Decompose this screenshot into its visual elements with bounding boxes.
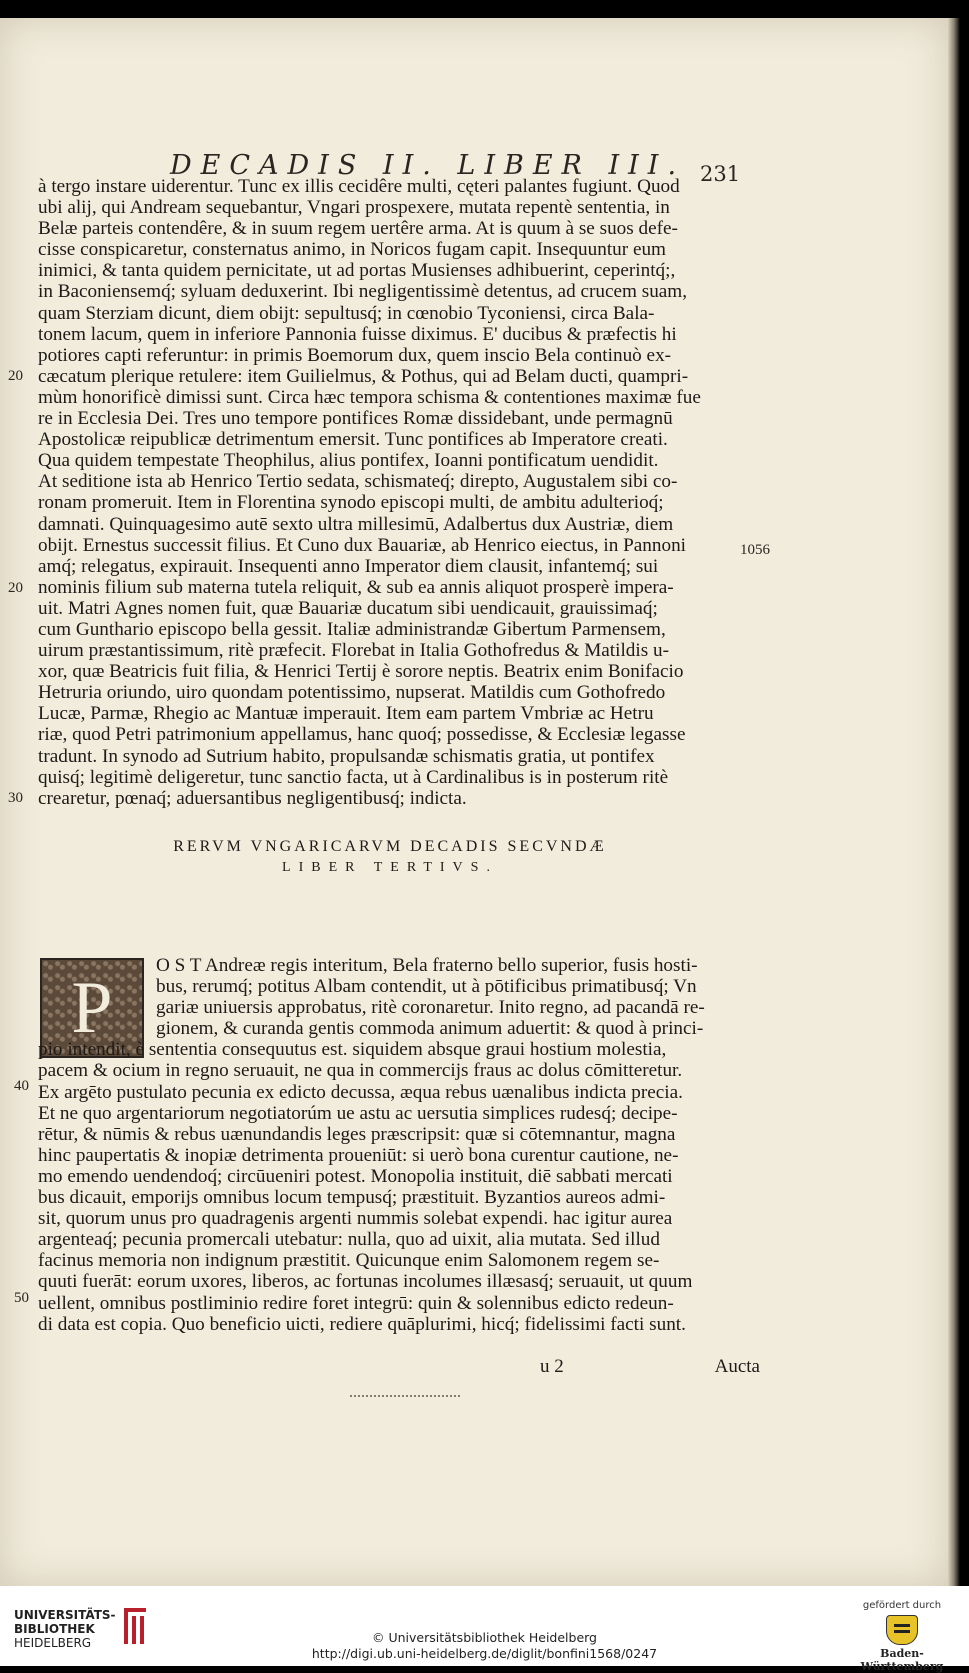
text-line: cæcatum plerique retulere: item Guilielmus, & Pothus, qui ad Belam ducti, quampri-	[38, 365, 689, 387]
text-line: Et ne quo argentariorum negotiatorúm ue astu ac uersutia simplices rudesq́; decipe-	[38, 1102, 678, 1124]
page-edge	[948, 18, 960, 1586]
chapter-subtitle: LIBER TERTIVS.	[282, 860, 498, 875]
margin-line-number: 20	[8, 580, 23, 596]
text-line: potiores capti referuntur: in primis Boemorum dux, quem inscio Bela continuò ex-	[38, 344, 672, 366]
text-line: Ex argēto pustulato pecunia ex edicto decussa, æqua rebus uænalibus indicta precia.	[38, 1081, 683, 1103]
text-line: crearetur, pœnaq́; aduersantibus negligentibusq́; indicta.	[38, 787, 467, 809]
signature-mark: u 2	[540, 1356, 564, 1377]
text-line: tradunt. In synodo ad Sutrium habito, propulsandæ schismatis gratia, ut pontifex	[38, 745, 655, 767]
margin-line-number: 30	[8, 790, 23, 806]
ink-smudge	[350, 1395, 460, 1401]
text-line: quisq́; legitimè deligeretur, tunc sanctio facta, ut à Cardinalibus is in posterum ritè	[38, 766, 669, 788]
text-line: quuti fuerāt: eorum uxores, liberos, ac fortunas incolumes illæsasq́; seruauit, ut quum	[38, 1271, 693, 1293]
text-line: argenteaq́; pecunia promercali utebatur: nulla, quo ad uixit, alia mutata. Sed illud	[38, 1229, 660, 1251]
text-line: mùm honorificè dimissi sunt. Circa hæc tempora schisma & contentiones maximæ fue	[38, 386, 701, 408]
margin-line-number: 50	[14, 1290, 29, 1306]
text-line: pio intendit, è sententia consequutus est. siquidem absque graui hostium molestia,	[38, 1039, 667, 1061]
text-line: inimici, & tanta quidem pernicitate, ut ad portas Musienses adhibuerint, ceperintq́;,	[38, 260, 676, 282]
text-line: bus dicauit, emporijs omnibus locum tempusq́; præstituit. Byzantios aureos admi-	[38, 1187, 666, 1209]
text-line: cum Gunthario episcopo bella gessit. Italiæ administrandæ Gibertum Parmensem,	[38, 618, 666, 640]
text-line: uirum præstantissimum, ritè præfecit. Florebat in Italia Gothofredus & Matildis u-	[38, 640, 669, 662]
text-line: nominis filium sub materna tutela reliquit, & sub ea annis aliquot prosperè impera-	[38, 576, 674, 598]
text-line: quam Sterziam dicunt, diem obijt: sepultusq́; in cœnobio Tyconiensi, circa Bala-	[38, 302, 655, 324]
text-line: amq́; relegatus, expirauit. Insequenti anno Imperator diem clausit, infantemq́; sui	[38, 555, 659, 577]
text-line: hinc paupertatis & inopiæ detrimenta proueniūt: si uerò bona curentur cautione, ne-	[38, 1144, 679, 1166]
library-name-line1: UNIVERSITÄTS-	[14, 1608, 116, 1622]
text-line: gariæ uniuersis approbatus, ritè coronaretur. Inito regno, ad pacandā re-	[156, 997, 705, 1019]
text-line: O S T Andreæ regis interitum, Bela fraterno bello superior, fusis hosti-	[156, 955, 698, 976]
library-name-line3: HEIDELBERG	[14, 1636, 92, 1650]
funder-name: Baden-Württemberg	[860, 1647, 944, 1673]
text-line: xor, quæ Beatricis fuit filia, & Henrici Tertij è sorore neptis. Beatrix enim Bonifacio	[38, 661, 684, 683]
copyright-notice: © Universitätsbibliothek Heidelberg	[371, 1630, 597, 1645]
permalink-url[interactable]: http://digi.ub.uni-heidelberg.de/diglit/bonfini1568/0247	[311, 1646, 658, 1661]
text-line: Apostolicæ reipublicæ detrimentum emersit. Tunc pontifices ab Imperatore creati.	[38, 429, 668, 451]
text-line: At seditione ista ab Henrico Tertio sedata, schismateq́; direpto, Augustalem sibi co-	[38, 471, 678, 493]
text-line: riæ, quod Petri patrimonium appellamus, hanc quoq́; possedisse, & Ecclesiæ legasse	[38, 724, 686, 746]
margin-line-number: 20	[8, 368, 23, 384]
funded-by-label: gefördert durch	[862, 1600, 942, 1611]
text-line: uellent, omnibus postliminio redire foret integrū: quin & solennibus edicto redeun-	[38, 1292, 674, 1314]
text-line: re in Ecclesia Dei. Tres uno tempore pontifices Romæ dissidebant, unde permagnū	[38, 408, 673, 430]
text-line: pacem & ocium in regno seruauit, ne qua in commercijs fraus ac dolus cōmitteretur.	[38, 1060, 683, 1082]
text-line: tonem lacum, quem in inferiore Pannonia fuisse diximus. E' ducibus & præfectis hi	[38, 323, 677, 345]
text-line: sit, quorum unus pro quadragenis argenti nummis solebat expendi. hac igitur aurea	[38, 1208, 673, 1230]
chapter-text	[38, 955, 728, 1335]
catchword-row	[540, 1356, 760, 1378]
text-line: Qua quidem tempestate Theophilus, alius pontifex, Ioanni pontificatum uendidit.	[38, 450, 659, 472]
text-line: obijt. Ernestus successit filius. Et Cuno dux Bauariæ, ab Henrico eiectus, in Pannoni	[38, 534, 687, 556]
chapter-title: RERVM VNGARICARVM DECADIS SECVNDÆ	[173, 838, 607, 855]
text-line: Lucæ, Parmæ, Rhegio ac Mantuæ imperauit. Item eam partem Vmbriæ ac Hetru	[38, 703, 654, 725]
text-line: mo emendo uendendoq́; circūueniri potest. Monopolia instituit, diē sabbati mercati	[38, 1165, 673, 1187]
book-page	[0, 18, 948, 1586]
text-line: cisse conspicaretur, consternatus animo, in Noricos fugam capit. Insequuntur eum	[38, 239, 666, 261]
decorated-initial: P	[40, 958, 144, 1058]
text-line: in Baconiensemq́; syluam deduxerint. Ibi negligentissimè detentus, ad crucem suam,	[38, 281, 688, 303]
text-line: ubi alij, qui Andream sequebantur, Vngari prospexere, mutata repentè sententia, in	[38, 197, 670, 219]
folio-number: 231	[700, 162, 741, 186]
margin-line-number: 40	[14, 1078, 29, 1094]
footer-bar	[0, 1586, 969, 1673]
funder-block[interactable]	[847, 1600, 957, 1673]
text-line: di data est copia. Quo beneficio uicti, rediere quāplurimi, hicq́; fidelissimi facti sunt.	[38, 1313, 686, 1335]
running-head: DECADIS II. LIBER III.	[170, 150, 686, 181]
text-line: gionem, & curanda gentis commoda animum aduertit: & quod à princi-	[156, 1018, 704, 1040]
text-line: uit. Matri Agnes nomen fuit, quæ Bauariæ ducatum sibi uendicauit, grauissimaq́;	[38, 597, 658, 619]
body-text	[38, 176, 728, 809]
text-line: facinus memoria non indignum præstitit. Quicunque enim Salomonem regem se-	[38, 1250, 660, 1272]
text-line: Belæ parteis contendêre, & in suum regem uertêre arma. At is quum à se suos defe-	[38, 218, 678, 240]
text-line: ronam promeruit. Item in Florentina synodo episcopi multi, de ambitu adulterioq́;	[38, 492, 664, 514]
margin-year-note: 1056	[740, 542, 770, 558]
text-line: à tergo instare uiderentur. Tunc ex illis cecidêre multi, cęteri palantes fugiunt. Quod	[38, 176, 680, 197]
library-name-line2: BIBLIOTHEK	[14, 1622, 95, 1636]
text-line: Hetruria oriundo, uiro quondam potentissimo, nupserat. Matildis cum Gothofredo	[38, 682, 666, 704]
text-line: rētur, & nūmis & rebus uænundandis leges præscripsit: quæ si cōtemnantur, magna	[38, 1123, 676, 1145]
text-line: damnati. Quinquagesimo autē sexto ultra millesimū, Adalbertus dux Austriæ, diem	[38, 513, 674, 535]
state-crest-icon	[886, 1615, 918, 1645]
text-line: bus, rerumq́; potitus Albam contendit, ut à pōtificibus primatibusq́; Vn	[156, 976, 697, 998]
catchword: Aucta	[714, 1356, 760, 1377]
